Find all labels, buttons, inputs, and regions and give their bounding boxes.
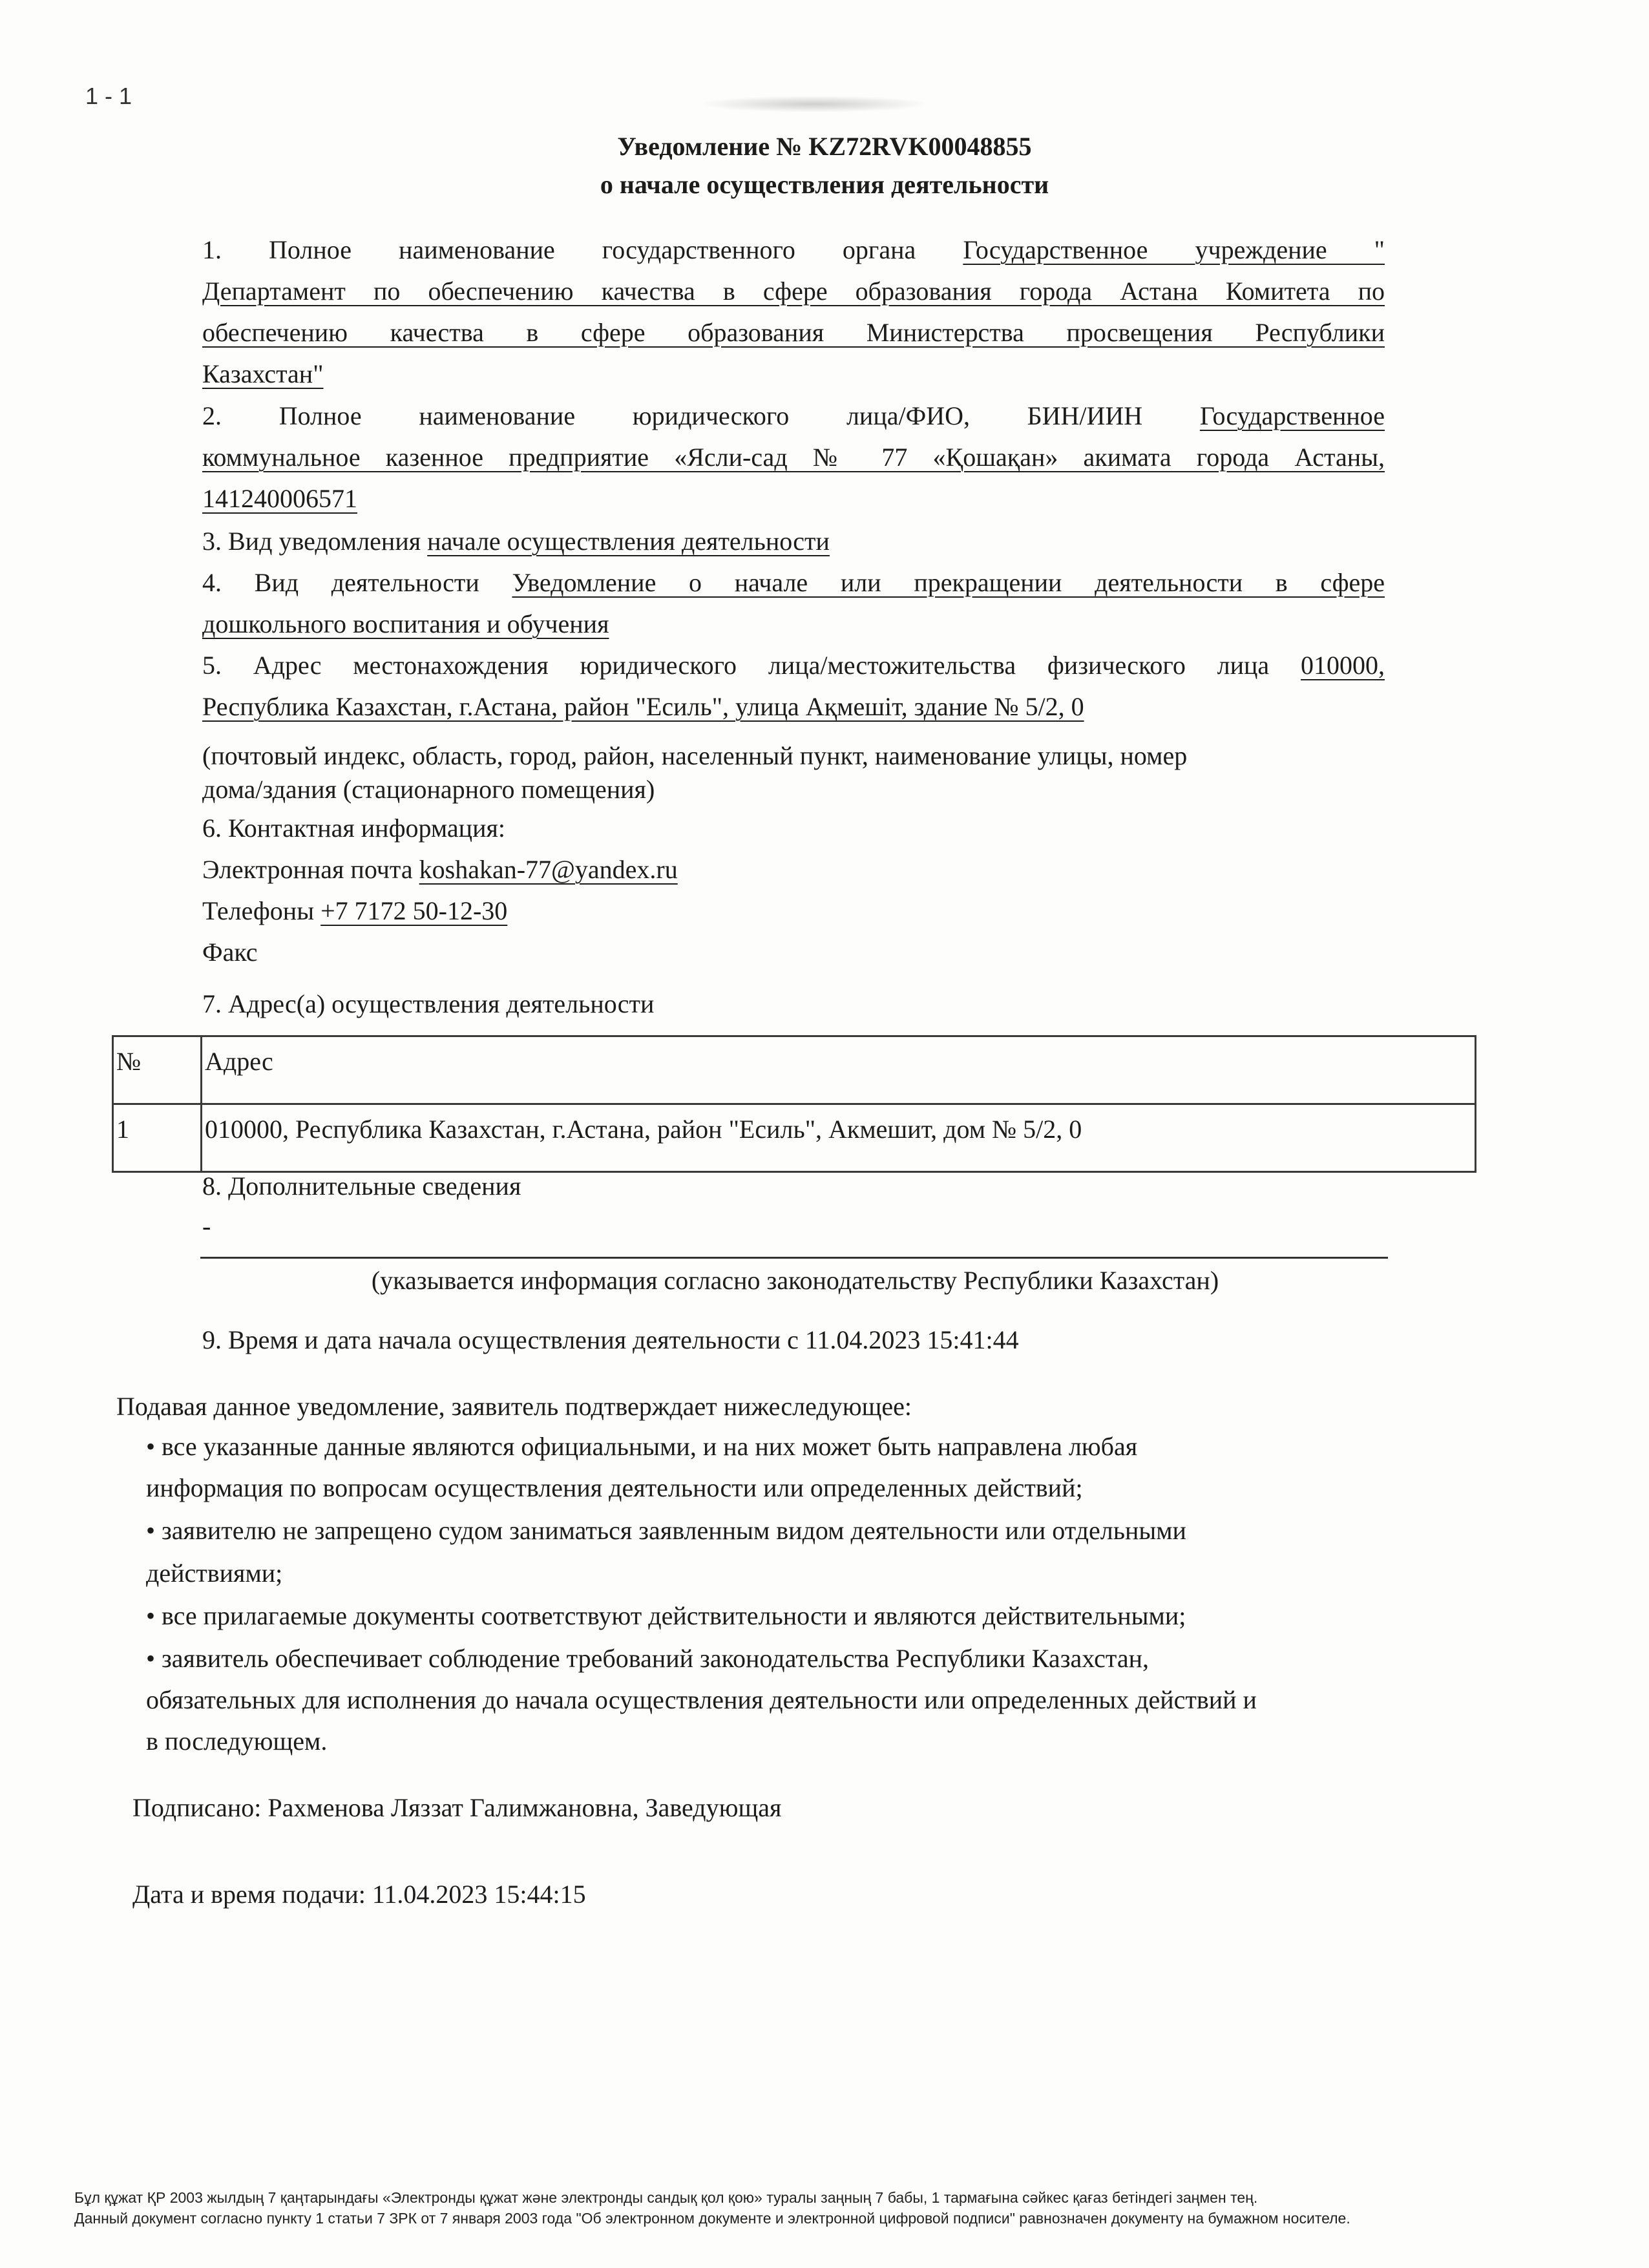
- section-1-line-3: обеспечению качества в сфере образования Министерства просвещения Республики: [202, 318, 1385, 347]
- section-2-line-3: 141240006571: [202, 484, 357, 513]
- section-5-note-line-2: дома/здания (стационарного помещения): [202, 775, 655, 804]
- confirmation-item-4-line-2: обязательных для исполнения до начала осуществления деятельности или определенных действий и: [146, 1685, 1257, 1714]
- phone-value: +7 7172 50-12-30: [320, 896, 508, 925]
- table-header-row: [113, 1036, 1476, 1104]
- document-subtitle: о начале осуществления деятельности: [600, 170, 1049, 199]
- section-7-label: 7. Адрес(а) осуществления деятельности: [202, 989, 655, 1018]
- section-4-line-1: 4. Вид деятельности Уведомление о начале или прекращении деятельности в сфере: [202, 568, 1385, 597]
- scan-smudge: [698, 96, 930, 112]
- column-header-number: №: [113, 1036, 202, 1104]
- section-5-line-2: Республика Казахстан, г.Астана, район "Есиль", улица Ақмешіт, здание № 5/2, 0: [202, 692, 1084, 721]
- confirmation-item-1-line-2: информация по вопросам осуществления деятельности или определенных действий;: [146, 1473, 1083, 1502]
- footer-legal-ru: Данный документ согласно пункту 1 статьи 7 ЗРК от 7 января 2003 года "Об электронном документе и электронной цифровой подписи" равнозначен документу на бумажном носителе.: [74, 2210, 1350, 2227]
- row-address: 010000, Республика Казахстан, г.Астана, район "Есиль", Акмешит, дом № 5/2, 0: [202, 1104, 1476, 1172]
- address-table: [112, 1035, 1476, 1173]
- section-3: 3. Вид уведомления начале осуществления деятельности: [202, 527, 830, 556]
- submission-datetime: Дата и время подачи: 11.04.2023 15:44:15: [132, 1880, 586, 1909]
- confirmation-item-4-line-1: • заявитель обеспечивает соблюдение требований законодательства Республики Казахстан,: [146, 1644, 1149, 1673]
- page-number: 1 - 1: [85, 83, 132, 109]
- confirmation-item-4-line-3: в последующем.: [146, 1727, 328, 1756]
- section-2-line-1: 2. Полное наименование юридического лица/ФИО, БИН/ИИН Государственное: [202, 401, 1385, 430]
- confirmation-item-3: • все прилагаемые документы соответствуют действительности и являются действительными;: [146, 1601, 1186, 1630]
- section-5-note-line-1: (почтовый индекс, область, город, район, населенный пункт, наименование улицы, номер: [202, 741, 1188, 770]
- section-2-line-2: коммунальное казенное предприятие «Ясли-сад № 77 «Қошақан» акимата города Астаны,: [202, 443, 1385, 472]
- confirmation-item-2-line-1: • заявителю не запрещено судом заниматься заявленным видом деятельности или отдельными: [146, 1516, 1186, 1545]
- section-8-note: (указывается информация согласно законодательству Республики Казахстан): [371, 1266, 1219, 1295]
- section-9: 9. Время и дата начала осуществления деятельности с 11.04.2023 15:41:44: [202, 1325, 1019, 1354]
- phone-line: Телефоны +7 7172 50-12-30: [202, 896, 508, 925]
- section-6-label: 6. Контактная информация:: [202, 814, 506, 843]
- column-header-address: Адрес: [202, 1036, 1476, 1104]
- email-line: Электронная почта koshakan-77@yandex.ru: [202, 855, 678, 884]
- confirmation-item-1-line-1: • все указанные данные являются официальными, и на них может быть направлена любая: [146, 1432, 1138, 1461]
- section-1-line-2: Департамент по обеспечению качества в сфере образования города Астана Комитета по: [202, 277, 1385, 306]
- confirmation-intro: Подавая данное уведомление, заявитель подтверждает нижеследующее:: [116, 1392, 912, 1421]
- table-row: [113, 1104, 1476, 1172]
- signed-by: Подписано: Рахменова Ляззат Галимжановна, Заведующая: [132, 1793, 782, 1822]
- footer-legal-kz: Бұл құжат ҚР 2003 жылдың 7 қаңтарындағы «Электронды құжат және электронды сандық қол қою» туралы заңның 7 бабы, 1 тармағына сәйкес қағаз бетіндегі заңмен тең.: [74, 2189, 1258, 2206]
- section-8-label: 8. Дополнительные сведения: [202, 1171, 521, 1201]
- confirmation-item-2-line-2: действиями;: [146, 1559, 283, 1588]
- row-number: 1: [113, 1104, 202, 1172]
- section-5-line-1: 5. Адрес местонахождения юридического лица/местожительства физического лица 010000,: [202, 651, 1385, 680]
- section-8-value: -: [202, 1212, 211, 1241]
- document-title: Уведомление № KZ72RVK00048855: [617, 132, 1032, 161]
- section-1-line-4: Казахстан": [202, 359, 324, 388]
- section-4-line-2: дошкольного воспитания и обучения: [202, 609, 609, 638]
- section-1-line-1: 1. Полное наименование государственного органа Государственное учреждение ": [202, 235, 1385, 264]
- fax-line: Факс: [202, 938, 258, 967]
- section-8-divider: [200, 1257, 1388, 1259]
- email-value: koshakan-77@yandex.ru: [419, 855, 678, 884]
